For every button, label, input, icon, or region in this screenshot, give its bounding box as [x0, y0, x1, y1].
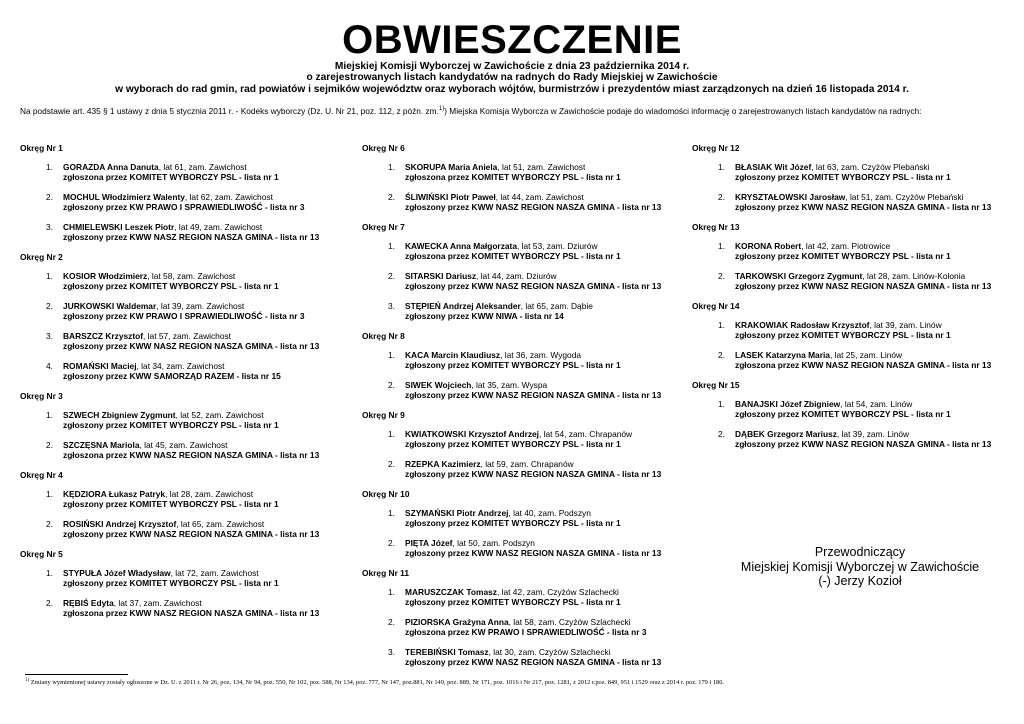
district	[20, 549, 350, 618]
candidate-entry	[20, 568, 350, 588]
candidate-line	[63, 598, 350, 608]
candidate-entry	[692, 271, 1012, 291]
candidate-details: , lat 58, zam. Czyżów Szlachecki	[508, 617, 631, 627]
candidate-entry	[362, 241, 682, 261]
candidate-committee: zgłoszony przez KWW NASZ REGION NASZA GMINA - lista nr 13	[735, 202, 992, 212]
candidate-number: 2.	[388, 271, 395, 281]
candidate-details: , lat 39, zam. Zawichost	[156, 301, 245, 311]
candidate-line	[63, 410, 350, 420]
candidate-details: , lat 51, zam. Zawichost	[497, 162, 586, 172]
district-name: Okręg Nr 6	[362, 143, 405, 153]
intro-paragraph	[20, 104, 1004, 116]
candidate-details: , lat 42, zam. Piotrowice	[801, 241, 891, 251]
candidate-number: 2.	[388, 538, 395, 548]
candidate-entry	[20, 331, 350, 351]
district-name: Okręg Nr 12	[692, 143, 740, 153]
candidate-name: ROSIŃSKI Andrzej Krzysztof	[63, 519, 177, 529]
subtitle-line: Miejskiej Komisji Wyborczej w Zawichoście z dnia 23 października 2014 r.	[334, 61, 690, 72]
candidate-line	[63, 192, 350, 202]
candidate-name: DĄBEK Grzegorz Mariusz	[735, 429, 837, 439]
candidate-entry	[692, 192, 1012, 212]
candidate-committee: zgłoszony przez KW PRAWO I SPRAWIEDLIWOŚĆ - lista nr 3	[63, 311, 305, 321]
candidate-committee: zgłoszony przez KWW NASZ REGION NASZA GMINA - lista nr 13	[63, 232, 320, 242]
candidate-line	[735, 320, 1012, 330]
candidate-entry	[362, 380, 682, 400]
candidate-committee: zgłoszona przez KOMITET WYBORCZY PSL - lista nr 1	[405, 251, 621, 261]
candidate-number: 4.	[46, 361, 53, 371]
candidate-line	[405, 380, 682, 390]
candidate-details: , lat 39, zam. Linów	[869, 320, 942, 330]
signature-role: Przewodniczący	[814, 545, 906, 559]
candidate-number: 2.	[388, 192, 395, 202]
candidate-committee: zgłoszony przez KWW NIWA - lista nr 14	[405, 311, 564, 321]
candidate-details: , lat 72, zam. Zawichost	[170, 568, 259, 578]
candidate-line	[63, 271, 350, 281]
district-name: Okręg Nr 10	[362, 489, 410, 499]
candidate-line	[63, 361, 350, 371]
candidate-name: KORONA Robert	[735, 241, 802, 251]
district	[362, 568, 682, 667]
candidate-details: , lat 61, zam. Zawichost	[158, 162, 247, 172]
candidate-details: , lat 44, zam. Zawichost	[495, 192, 584, 202]
candidate-entry	[20, 162, 350, 182]
district	[692, 143, 1012, 212]
district-name: Okręg Nr 4	[20, 470, 63, 480]
candidate-details: , lat 44, zam. Dziurów	[476, 271, 557, 281]
candidate-details: , lat 37, zam. Zawichost	[113, 598, 202, 608]
candidate-entry	[20, 222, 350, 242]
candidate-entry	[362, 301, 682, 321]
candidate-committee: zgłoszony przez KOMITET WYBORCZY PSL - lista nr 1	[735, 330, 951, 340]
candidate-committee: zgłoszony przez KWW NASZ REGION NASZA GMINA - lista nr 13	[405, 202, 662, 212]
candidate-entry	[362, 459, 682, 479]
candidate-details: , lat 53, zam. Dziurów	[516, 241, 598, 251]
candidate-committee: zgłoszony przez KW PRAWO I SPRAWIEDLIWOŚĆ - lista nr 3	[63, 202, 305, 212]
candidate-number: 1.	[718, 320, 725, 330]
candidate-line	[735, 192, 1012, 202]
candidate-line	[405, 508, 682, 518]
candidate-committee: zgłoszona przez KWW NASZ REGION NASZA GMINA - lista nr 13	[63, 450, 320, 460]
candidate-line	[63, 162, 350, 172]
candidate-name: PIZIORSKA Grażyna Anna	[405, 617, 509, 627]
candidate-number: 1.	[46, 489, 53, 499]
candidate-line	[63, 301, 350, 311]
candidate-details: , lat 40, zam. Podszyn	[508, 508, 591, 518]
candidate-committee: zgłoszony przez KOMITET WYBORCZY PSL - lista nr 1	[63, 281, 279, 291]
district-name: Okręg Nr 15	[692, 380, 740, 390]
candidate-entry	[362, 429, 682, 449]
candidate-line	[405, 617, 682, 627]
candidate-committee: zgłoszony przez KOMITET WYBORCZY PSL - lista nr 1	[735, 251, 951, 261]
candidate-committee: zgłoszony przez KWW NASZ REGION NASZA GMINA - lista nr 13	[735, 281, 992, 291]
candidate-number: 2.	[388, 459, 395, 469]
candidate-line	[405, 538, 682, 548]
signature-body: Miejskiej Komisji Wyborczej w Zawichoście	[740, 559, 980, 574]
candidate-details: , lat 39, zam. Linów	[836, 429, 910, 439]
candidate-details: , lat 59, zam. Chrapanów	[480, 459, 574, 469]
candidate-name: JURKOWSKI Waldemar	[63, 301, 157, 311]
candidate-details: , lat 34, zam. Zawichost	[136, 361, 225, 371]
district	[692, 222, 1012, 291]
candidate-details: , lat 28, zam. Linów-Kolonia	[862, 271, 966, 281]
candidate-details: , lat 36, zam. Wygoda	[500, 350, 582, 360]
column-1	[20, 143, 350, 628]
candidate-entry	[362, 617, 682, 637]
candidate-line	[405, 162, 682, 172]
candidate-committee: zgłoszona przez KW PRAWO I SPRAWIEDLIWOŚĆ - lista nr 3	[405, 627, 647, 637]
district-name: Okręg Nr 13	[692, 222, 740, 232]
district-name: Okręg Nr 3	[20, 391, 63, 401]
district-name: Okręg Nr 11	[362, 568, 410, 578]
candidate-name: KWIATKOWSKI Krzysztof Andrzej	[405, 429, 539, 439]
candidate-number: 1.	[388, 508, 395, 518]
candidate-number: 1.	[388, 162, 395, 172]
candidate-details: , lat 35, zam. Wyspa	[471, 380, 548, 390]
district-name: Okręg Nr 2	[20, 252, 63, 262]
footnote-text: Zmiany wymienionej ustawy zostały ogłoszone w Dz. U. z 2011 r. Nr 26, poz. 134, Nr 94, poz. 550, Nr 102, poz. 588, Nr 134, poz. 777, Nr 147, poz.881, Nr 149, poz. 889, Nr 171, poz. 1016 i Nr 217, poz. 1281, z 2012 r.poz. 849, 951 i 1529 oraz z 2014 r. poz. 179 i 180.	[30, 679, 724, 686]
candidate-entry	[692, 320, 1012, 340]
column-2	[362, 143, 682, 677]
candidate-committee: zgłoszony przez KWW NASZ REGION NASZA GMINA - lista nr 13	[405, 390, 662, 400]
candidate-name: TEREBIŃSKI Tomasz	[405, 647, 489, 657]
candidate-line	[405, 647, 682, 657]
candidate-details: , lat 54, zam. Chrapanów	[539, 429, 633, 439]
candidate-details: , lat 25, zam. Linów	[829, 350, 903, 360]
candidate-line	[63, 519, 350, 529]
candidate-name: MARUSZCZAK Tomasz	[405, 587, 497, 597]
candidate-details: , lat 50, zam. Podszyn	[452, 538, 535, 548]
subtitle-line: o zarejestrowanych listach kandydatów na radnych do Rady Miejskiej w Zawichoście	[306, 72, 718, 84]
candidate-details: , lat 28, zam. Zawichost	[165, 489, 254, 499]
candidate-number: 2.	[46, 192, 53, 202]
candidate-number: 1.	[388, 429, 395, 439]
candidate-entry	[692, 241, 1012, 261]
candidate-number: 3.	[46, 222, 53, 232]
candidate-entry	[692, 399, 1012, 419]
candidate-name: KOSIOR Włodzimierz	[63, 271, 148, 281]
candidate-committee: zgłoszony przez KOMITET WYBORCZY PSL - lista nr 1	[735, 409, 951, 419]
candidate-committee: zgłoszony przez KWW NASZ REGION NASZA GMINA - lista nr 13	[63, 341, 320, 351]
candidate-number: 3.	[388, 301, 395, 311]
candidate-committee: zgłoszony przez KOMITET WYBORCZY PSL - lista nr 1	[63, 578, 279, 588]
subtitle-line: w wyborach do rad gmin, rad powiatów i sejmików województw oraz wyborach wójtów, burmistrzów i prezydentów miast zarządzonych na dzień 16 listopada 2014 r.	[115, 83, 909, 95]
candidate-number: 2.	[718, 429, 725, 439]
candidate-entry	[20, 410, 350, 430]
candidate-number: 2.	[46, 519, 53, 529]
candidate-name: STĘPIEŃ Andrzej Aleksander	[405, 301, 521, 311]
candidate-committee: zgłoszona przez KWW NASZ REGION NASZA GMINA - lista nr 13	[63, 608, 320, 618]
candidate-number: 2.	[718, 350, 725, 360]
candidate-line	[735, 241, 1012, 251]
candidate-line	[63, 489, 350, 499]
candidate-number: 3.	[388, 647, 395, 657]
candidate-committee: zgłoszony przez KOMITET WYBORCZY PSL - lista nr 1	[405, 597, 621, 607]
candidate-committee: zgłoszony przez KOMITET WYBORCZY PSL - lista nr 1	[405, 360, 621, 370]
candidate-name: KACA Marcin Klaudiusz	[405, 350, 501, 360]
candidate-details: , lat 62, zam. Zawichost	[184, 192, 273, 202]
candidate-name: RĘBIŚ Edyta	[63, 598, 114, 608]
district	[362, 222, 682, 321]
candidate-details: , lat 42, zam. Czyżów Szlachecki	[496, 587, 619, 597]
candidate-entry	[362, 192, 682, 212]
candidate-committee: zgłoszony przez KWW NASZ REGION NASZA GMINA - lista nr 13	[405, 469, 662, 479]
candidate-number: 2.	[718, 192, 725, 202]
candidate-committee: zgłoszony przez KWW NASZ REGION NASZA GMINA - lista nr 13	[63, 529, 320, 539]
candidate-details: , lat 52, zam. Zawichost	[175, 410, 264, 420]
candidate-entry	[362, 350, 682, 370]
candidate-entry	[692, 162, 1012, 182]
subtitle	[0, 61, 1024, 95]
candidate-number: 3.	[46, 331, 53, 341]
candidate-committee: zgłoszona przez KOMITET WYBORCZY PSL - lista nr 1	[63, 172, 279, 182]
candidate-committee: zgłoszony przez KWW NASZ REGION NASZA GMINA - lista nr 13	[405, 657, 662, 667]
candidate-name: KRYSZTAŁOWSKI Jarosław	[735, 192, 846, 202]
footnote-divider	[25, 674, 128, 675]
candidate-line	[405, 350, 682, 360]
candidate-number: 2.	[718, 271, 725, 281]
candidate-details: , lat 54, zam. Linów	[840, 399, 913, 409]
signature-name: (-) Jerzy Kozioł	[818, 574, 902, 589]
candidate-entry	[20, 301, 350, 321]
candidate-name: KĘDZIORA Łukasz Patryk	[63, 489, 166, 499]
district	[362, 489, 682, 558]
candidate-details: , lat 51, zam. Czyżów Plebański	[845, 192, 964, 202]
district	[362, 331, 682, 400]
candidate-entry	[20, 361, 350, 381]
candidate-number: 2.	[388, 380, 395, 390]
candidate-committee: zgłoszony przez KOMITET WYBORCZY PSL - lista nr 1	[405, 439, 621, 449]
district	[362, 410, 682, 479]
district-name: Okręg Nr 1	[20, 143, 63, 153]
candidate-number: 1.	[46, 568, 53, 578]
candidate-line	[735, 399, 1012, 409]
candidate-entry	[362, 587, 682, 607]
candidate-name: TARKOWSKI Grzegorz Zygmunt	[735, 271, 863, 281]
column-3	[692, 143, 1012, 459]
candidate-name: SZWECH Zbigniew Zygmunt	[63, 410, 176, 420]
candidate-name: LASEK Katarzyna Maria	[735, 350, 830, 360]
candidate-entry	[362, 271, 682, 291]
candidate-details: , lat 45, zam. Zawichost	[139, 440, 228, 450]
candidate-line	[735, 350, 1012, 360]
candidate-line	[405, 301, 682, 311]
candidate-name: KAWECKA Anna Małgorzata	[405, 241, 517, 251]
candidate-entry	[20, 192, 350, 212]
candidate-name: BANAJSKI Józef Zbigniew	[735, 399, 841, 409]
candidate-number: 1.	[388, 241, 395, 251]
candidate-line	[405, 192, 682, 202]
candidate-entry	[362, 538, 682, 558]
candidate-name: SIWEK Wojciech	[405, 380, 472, 390]
district	[692, 380, 1012, 449]
page-title: OBWIESZCZENIE	[342, 18, 682, 62]
candidate-committee: zgłoszona przez KOMITET WYBORCZY PSL - lista nr 1	[405, 172, 621, 182]
district	[20, 470, 350, 539]
candidate-details: , lat 58, zam. Zawichost	[147, 271, 236, 281]
candidate-name: STYPUŁA Józef Władysław	[63, 568, 171, 578]
candidate-number: 2.	[46, 598, 53, 608]
candidate-committee: zgłoszony przez KWW NASZ REGION NASZA GMINA - lista nr 13	[405, 281, 662, 291]
district	[20, 252, 350, 381]
candidate-committee: zgłoszony przez KOMITET WYBORCZY PSL - lista nr 1	[63, 420, 279, 430]
district-name: Okręg Nr 14	[692, 301, 740, 311]
candidate-committee: zgłoszony przez KOMITET WYBORCZY PSL - lista nr 1	[405, 518, 621, 528]
candidate-name: SITARSKI Dariusz	[405, 271, 477, 281]
candidate-line	[405, 241, 682, 251]
candidate-name: SKORUPA Maria Aniela	[405, 162, 498, 172]
candidate-committee: zgłoszony przez KWW NASZ REGION NASZA GMINA - lista nr 13	[405, 548, 662, 558]
district-name: Okręg Nr 8	[362, 331, 405, 341]
candidate-entry	[362, 647, 682, 667]
candidate-line	[735, 162, 1012, 172]
candidate-entry	[692, 350, 1012, 370]
candidate-name: ŚLIWIŃSKI Piotr Paweł	[405, 192, 496, 202]
district-name: Okręg Nr 5	[20, 549, 63, 559]
candidate-number: 1.	[388, 350, 395, 360]
candidate-line	[63, 331, 350, 341]
candidate-name: BARSZCZ Krzysztof	[63, 331, 144, 341]
candidate-details: , lat 65, zam. Dąbie	[520, 301, 593, 311]
candidate-details: , lat 30, zam. Czyżów Szlachecki	[488, 647, 611, 657]
candidate-number: 1.	[46, 162, 53, 172]
candidate-committee: zgłoszony przez KOMITET WYBORCZY PSL - lista nr 1	[63, 499, 279, 509]
candidate-entry	[20, 519, 350, 539]
footnote	[25, 677, 724, 687]
candidate-line	[405, 587, 682, 597]
candidate-name: SZYMAŃSKI Piotr Andrzej	[405, 508, 509, 518]
signature-block	[700, 545, 1020, 589]
candidate-line	[405, 459, 682, 469]
candidate-name: PIĘTA Józef	[405, 538, 453, 548]
candidate-number: 2.	[46, 301, 53, 311]
intro-text-after: ) Miejska Komisja Wyborcza w Zawichoście podaje do wiadomości informację o zarejestrowanych listach kandydatów na radnych:	[444, 106, 922, 116]
district	[692, 301, 1012, 370]
candidate-committee: zgłoszony przez KWW SAMORZĄD RAZEM - lista nr 15	[63, 371, 281, 381]
candidate-line	[405, 429, 682, 439]
candidate-name: SZCZĘSNA Mariola	[63, 440, 140, 450]
candidate-number: 1.	[46, 271, 53, 281]
candidate-committee: zgłoszony przez KOMITET WYBORCZY PSL - lista nr 1	[735, 172, 951, 182]
candidate-number: 1.	[718, 241, 725, 251]
candidate-details: , lat 63, zam. Czyżów Plebański	[811, 162, 930, 172]
candidate-name: CHMIELEWSKI Leszek Piotr	[63, 222, 175, 232]
candidate-committee: zgłoszona przez KWW NASZ REGION NASZA GMINA - lista nr 13	[735, 360, 992, 370]
candidate-line	[63, 440, 350, 450]
candidate-name: MOCHUL Włodzimierz Walenty	[63, 192, 185, 202]
candidate-committee: zgłoszony przez KWW NASZ REGION NASZA GMINA - lista nr 13	[735, 439, 992, 449]
candidate-details: , lat 49, zam. Zawichost	[174, 222, 263, 232]
candidate-number: 1.	[718, 162, 725, 172]
candidate-entry	[20, 598, 350, 618]
candidate-entry	[20, 271, 350, 291]
candidate-line	[405, 271, 682, 281]
candidate-details: , lat 57, zam. Zawichost	[143, 331, 232, 341]
candidate-name: RZEPKA Kazimierz	[405, 459, 481, 469]
footnote-marker: 1)	[25, 678, 30, 683]
candidate-line	[63, 222, 350, 232]
candidate-line	[735, 271, 1012, 281]
intro-text-before: Na podstawie art. 435 § 1 ustawy z dnia 5 stycznia 2011 r. - Kodeks wyborczy (Dz. U. Nr 21, poz. 112, z późn. zm.	[20, 106, 439, 116]
candidate-name: KRAKOWIAK Radosław Krzysztof	[735, 320, 870, 330]
candidate-number: 1.	[46, 410, 53, 420]
district-name: Okręg Nr 9	[362, 410, 405, 420]
candidate-entry	[362, 162, 682, 182]
candidate-name: GORAZDA Anna Danuta	[63, 162, 159, 172]
candidate-name: BŁASIAK Wit Józef	[735, 162, 812, 172]
candidate-entry	[692, 429, 1012, 449]
candidate-entry	[20, 440, 350, 460]
district-name: Okręg Nr 7	[362, 222, 405, 232]
candidate-details: , lat 65, zam. Zawichost	[176, 519, 265, 529]
candidate-number: 2.	[388, 617, 395, 627]
district	[20, 391, 350, 460]
candidate-line	[735, 429, 1012, 439]
district	[20, 143, 350, 242]
footnote-reference: 1)	[438, 106, 445, 112]
candidate-entry	[20, 489, 350, 509]
candidate-number: 1.	[388, 587, 395, 597]
candidate-name: ROMAŃSKI Maciej	[63, 361, 137, 371]
candidate-number: 1.	[718, 399, 725, 409]
district	[362, 143, 682, 212]
candidate-entry	[362, 508, 682, 528]
candidate-line	[63, 568, 350, 578]
candidate-number: 2.	[46, 440, 53, 450]
